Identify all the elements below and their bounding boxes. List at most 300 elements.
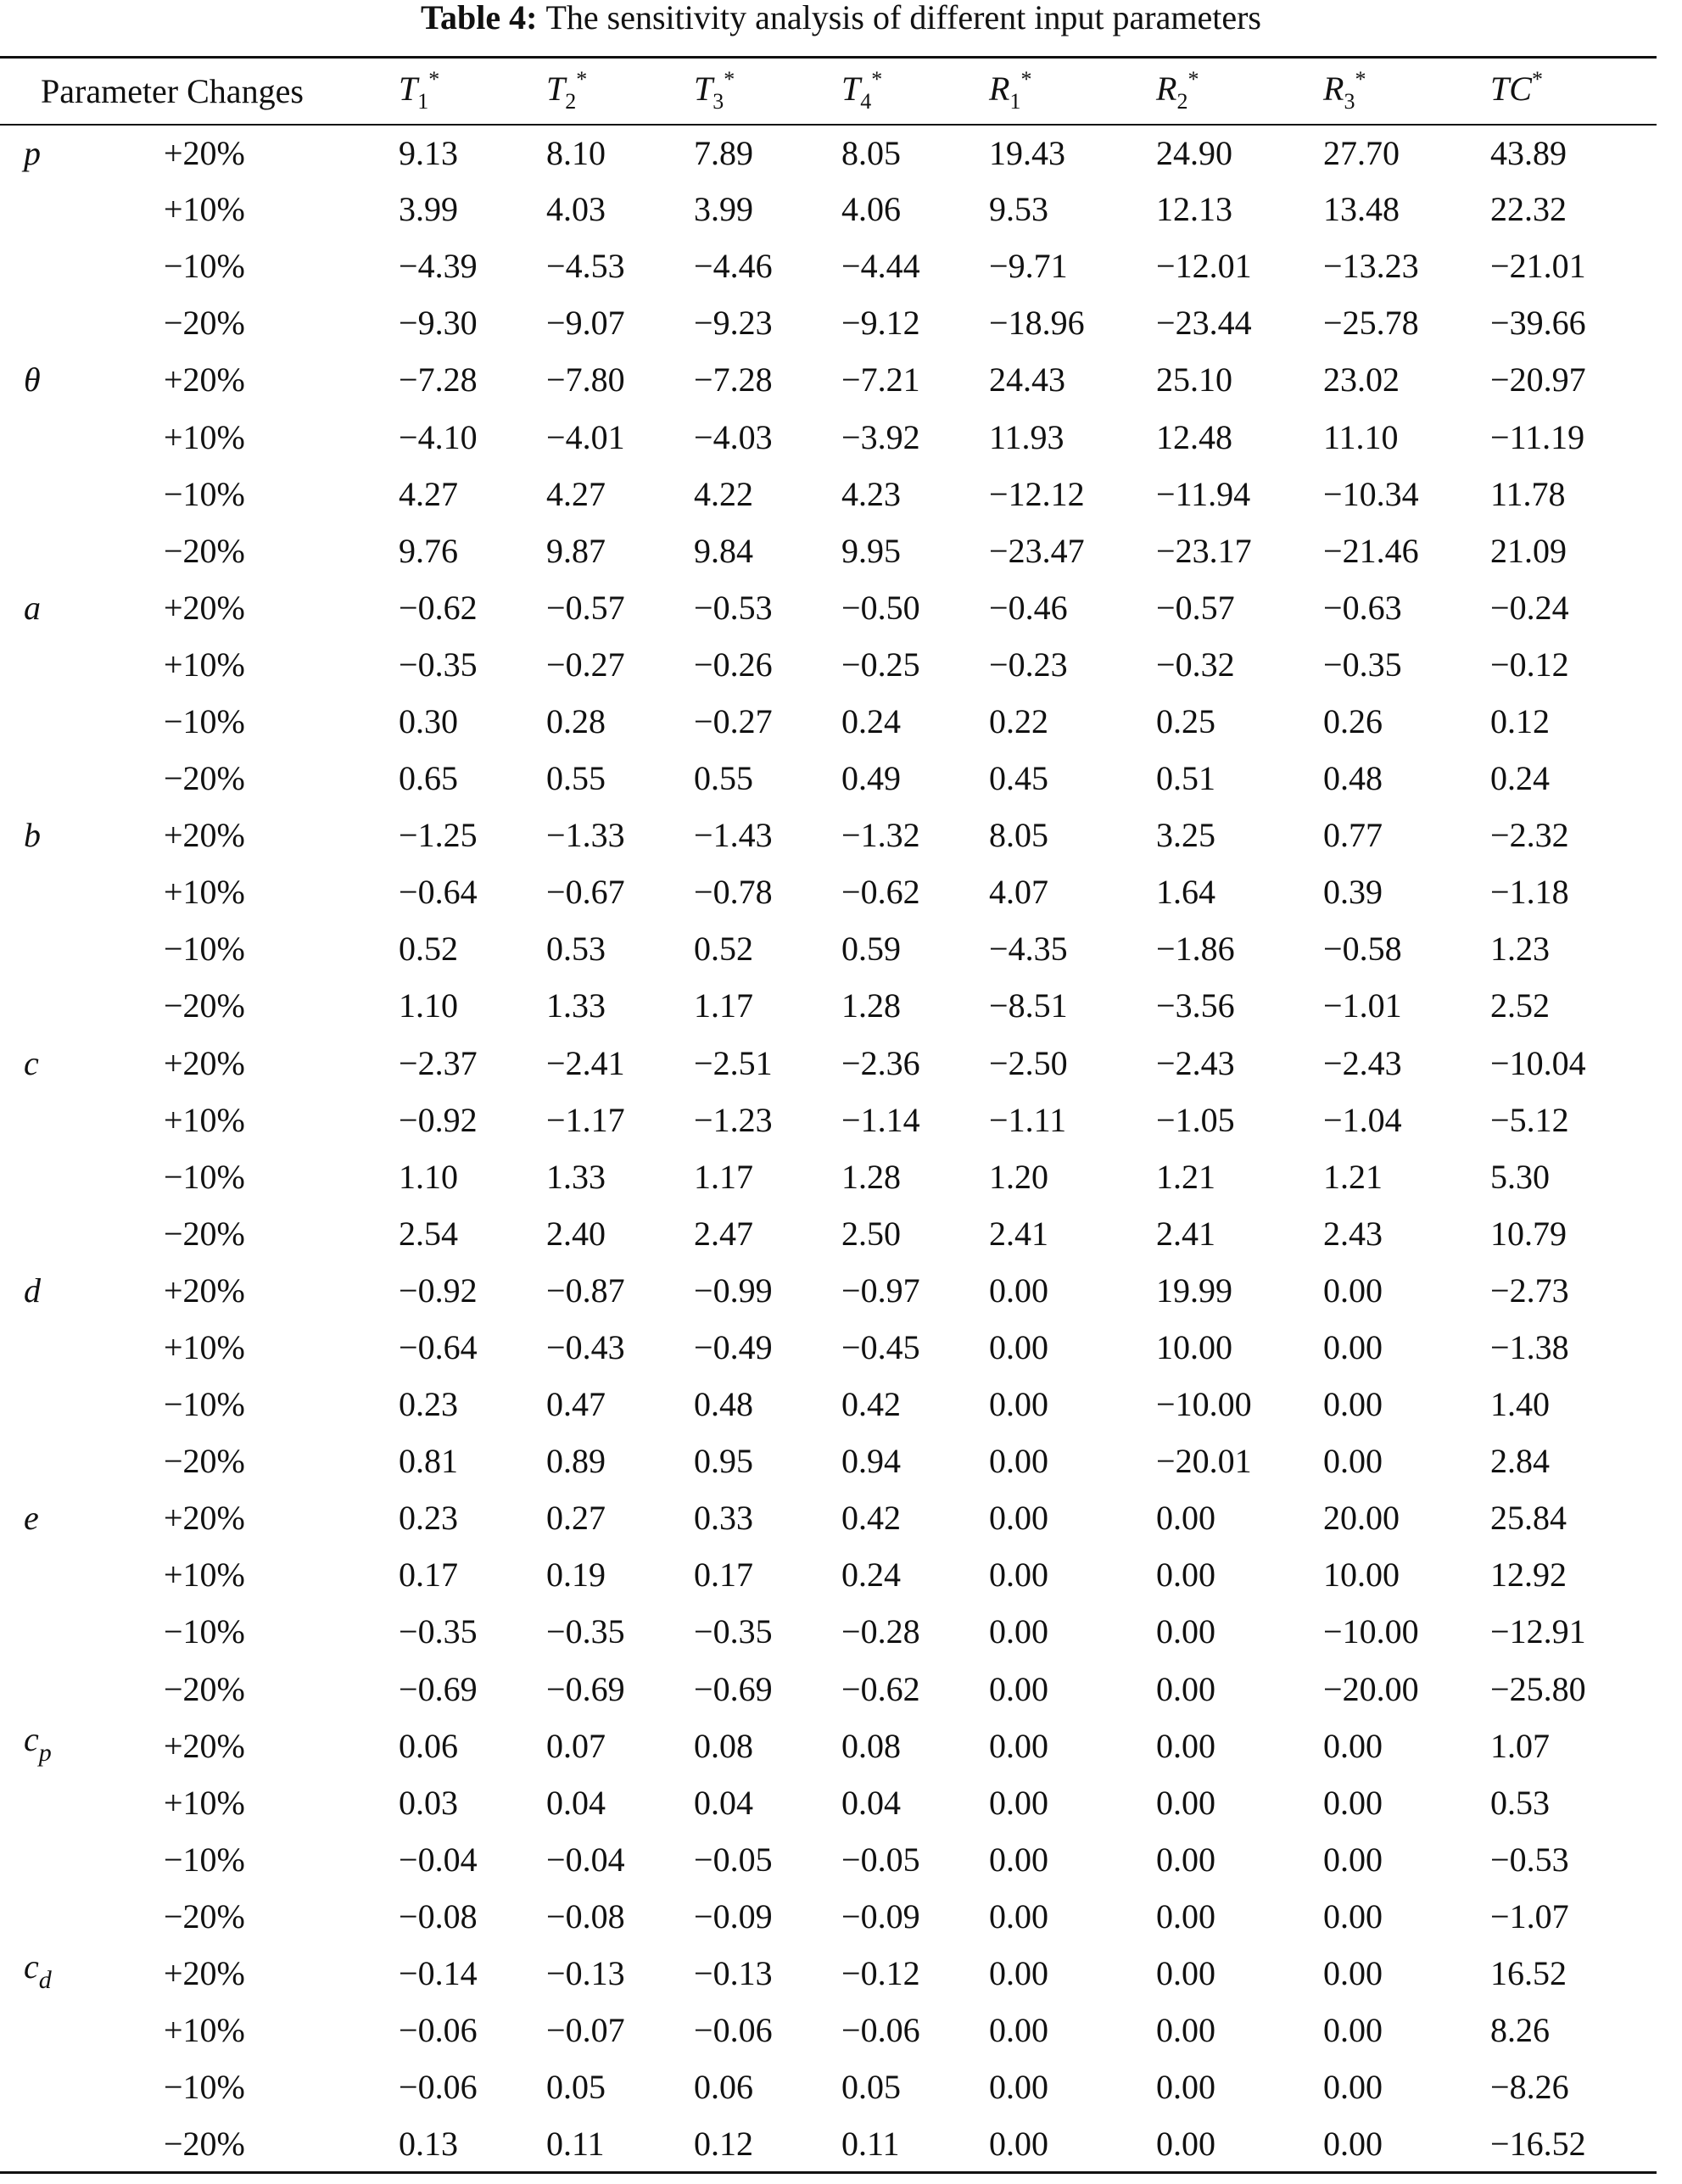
value-cell: −18.96 <box>989 304 1085 343</box>
header-col-base: T <box>694 70 713 109</box>
value-cell: −1.07 <box>1490 1896 1569 1935</box>
change-cell: −20% <box>164 304 245 343</box>
change-cell: −20% <box>164 759 245 798</box>
header-col-base: T <box>841 70 861 109</box>
value-cell: −0.35 <box>399 645 478 684</box>
value-cell: −16.52 <box>1490 2116 1657 2173</box>
caption-label: Table 4: <box>421 0 538 36</box>
table-row <box>0 1774 1657 1831</box>
change-cell: +20% <box>164 1954 245 1993</box>
value-cell: 4.27 <box>546 474 606 513</box>
value-cell: 0.13 <box>399 2116 546 2173</box>
table-row <box>0 125 1657 182</box>
parameter-cell <box>0 1490 164 1547</box>
value-cell: −0.27 <box>694 701 773 740</box>
value-cell: −0.06 <box>841 2011 920 2050</box>
value-cell: 12.13 <box>1156 190 1233 229</box>
table-row <box>0 1433 1657 1490</box>
parameter-cell <box>0 1888 164 1945</box>
header-col-sup: * <box>1187 67 1199 92</box>
value-cell: −0.46 <box>989 588 1068 627</box>
parameter-cell <box>0 978 164 1035</box>
value-cell: −7.28 <box>694 360 773 399</box>
value-cell: −0.08 <box>546 1896 625 1935</box>
value-cell: 9.87 <box>546 531 606 570</box>
parameter-cell <box>0 1205 164 1262</box>
value-cell: −0.35 <box>1323 645 1402 684</box>
parameter-cell <box>0 522 164 579</box>
header-col-sup: * <box>428 67 440 92</box>
header-col-base: R <box>989 70 1010 109</box>
value-cell: −7.28 <box>399 360 478 399</box>
table-row <box>0 2116 1657 2173</box>
value-cell: 0.00 <box>1156 1840 1216 1879</box>
value-cell: −4.39 <box>399 247 478 286</box>
value-cell: −25.80 <box>1490 1669 1586 1708</box>
change-cell: −10% <box>164 474 245 513</box>
parameter-cell <box>0 693 164 750</box>
change-cell: −20% <box>164 1669 245 1708</box>
parameter-cell <box>0 2059 164 2116</box>
value-cell: −1.32 <box>841 816 920 855</box>
value-cell: 0.49 <box>841 759 902 798</box>
value-cell: −0.92 <box>399 1100 478 1139</box>
value-cell: −20.97 <box>1490 360 1586 399</box>
parameter-cell <box>0 352 164 409</box>
value-cell: 1.33 <box>546 986 606 1025</box>
value-cell: 0.95 <box>694 1442 754 1481</box>
value-cell: −2.51 <box>694 1043 773 1082</box>
value-cell: −8.51 <box>989 986 1068 1025</box>
value-cell: 12.92 <box>1490 1556 1567 1595</box>
value-cell: 0.00 <box>1323 1783 1383 1822</box>
change-cell: +20% <box>164 1043 245 1082</box>
value-cell: −2.73 <box>1490 1271 1569 1310</box>
value-cell: 2.52 <box>1490 986 1551 1025</box>
value-cell: −3.56 <box>1156 986 1235 1025</box>
value-cell: −1.05 <box>1156 1100 1235 1139</box>
value-cell: −10.00 <box>1323 1612 1419 1651</box>
value-cell: 0.05 <box>841 2068 902 2107</box>
value-cell: 0.00 <box>989 1669 1049 1708</box>
table-row <box>0 295 1657 352</box>
value-cell: −9.30 <box>399 304 478 343</box>
value-cell: 0.23 <box>399 1499 459 1538</box>
table-row <box>0 1547 1657 1604</box>
change-cell: −20% <box>164 2116 399 2173</box>
value-cell: −5.12 <box>1490 1100 1569 1139</box>
change-cell: +20% <box>164 1499 245 1538</box>
value-cell: −1.04 <box>1323 1100 1402 1139</box>
value-cell: −20.00 <box>1323 1669 1419 1708</box>
value-cell: 0.33 <box>694 1499 754 1538</box>
value-cell: 0.11 <box>841 2116 989 2173</box>
value-cell: 5.30 <box>1490 1157 1551 1196</box>
value-cell: 2.47 <box>694 1214 754 1253</box>
value-cell: 0.39 <box>1323 873 1383 912</box>
value-cell: −0.78 <box>694 873 773 912</box>
value-cell: 0.00 <box>1323 1954 1383 1993</box>
table-row <box>0 2059 1657 2116</box>
value-cell: −0.14 <box>399 1954 478 1993</box>
value-cell: 0.48 <box>1323 759 1383 798</box>
value-cell: −0.62 <box>841 1669 920 1708</box>
value-cell: 11.10 <box>1323 417 1399 456</box>
value-cell: 1.10 <box>399 1157 459 1196</box>
value-cell: −1.33 <box>546 816 625 855</box>
header-col-sup: * <box>724 67 735 92</box>
parameter-cell <box>0 1547 164 1604</box>
value-cell: −39.66 <box>1490 304 1586 343</box>
value-cell: 0.24 <box>1490 759 1551 798</box>
value-cell: 3.25 <box>1156 816 1216 855</box>
parameter-cell <box>0 1433 164 1490</box>
value-cell: −0.50 <box>841 588 920 627</box>
value-cell: −12.01 <box>1156 247 1252 286</box>
value-cell: 0.00 <box>1156 1954 1216 1993</box>
value-cell: −0.97 <box>841 1271 920 1310</box>
parameter-cell <box>0 1035 164 1092</box>
value-cell: −23.17 <box>1156 531 1252 570</box>
value-cell: −0.63 <box>1323 588 1402 627</box>
table-row <box>0 921 1657 978</box>
table-row <box>0 1831 1657 1888</box>
value-cell: 0.00 <box>989 1783 1049 1822</box>
value-cell: 4.23 <box>841 474 902 513</box>
value-cell: −0.87 <box>546 1271 625 1310</box>
table-row <box>0 579 1657 636</box>
value-cell: 0.00 <box>1323 1726 1383 1765</box>
value-cell: −0.35 <box>546 1612 625 1651</box>
change-cell: +20% <box>164 1271 245 1310</box>
table-row <box>0 466 1657 522</box>
header-col-sub: 3 <box>1344 89 1355 115</box>
value-cell: 0.23 <box>399 1385 459 1424</box>
value-cell: 0.25 <box>1156 701 1216 740</box>
header-col-base: R <box>1156 70 1177 109</box>
header-col-base: T <box>546 70 566 109</box>
value-cell: 0.03 <box>399 1783 459 1822</box>
value-cell: −10.04 <box>1490 1043 1586 1082</box>
value-cell: −2.41 <box>546 1043 625 1082</box>
value-cell: −0.49 <box>694 1328 773 1367</box>
table-row <box>0 1888 1657 1945</box>
value-cell: 13.48 <box>1323 190 1400 229</box>
parameter-cell <box>0 182 164 238</box>
value-cell: −0.57 <box>1156 588 1235 627</box>
value-cell: −12.91 <box>1490 1612 1586 1651</box>
value-cell: 0.59 <box>841 930 902 969</box>
value-cell: −1.01 <box>1323 986 1402 1025</box>
change-cell: +10% <box>164 417 245 456</box>
value-cell: 9.95 <box>841 531 902 570</box>
table-row <box>0 1946 1657 2002</box>
header-col <box>1156 58 1323 125</box>
value-cell: −1.18 <box>1490 873 1569 912</box>
value-cell: −10.34 <box>1323 474 1419 513</box>
table-row <box>0 1319 1657 1376</box>
value-cell: 0.00 <box>1323 1896 1383 1935</box>
value-cell: 8.26 <box>1490 2011 1551 2050</box>
value-cell: −0.13 <box>546 1954 625 1993</box>
parameter-subscript: p <box>38 1738 52 1767</box>
change-cell: −10% <box>164 1612 245 1651</box>
change-cell: +10% <box>164 1328 245 1367</box>
change-cell: −10% <box>164 1840 245 1879</box>
value-cell: 0.00 <box>1156 2116 1323 2173</box>
parameter-cell <box>0 2002 164 2059</box>
value-cell: −2.32 <box>1490 816 1569 855</box>
parameter-cell <box>0 1831 164 1888</box>
value-cell: 0.00 <box>989 1726 1049 1765</box>
value-cell: 0.81 <box>399 1442 459 1481</box>
parameter-symbol: e <box>24 1499 39 1538</box>
value-cell: −4.46 <box>694 247 773 286</box>
value-cell: −20.01 <box>1156 1442 1252 1481</box>
value-cell: −1.23 <box>694 1100 773 1139</box>
value-cell: −0.35 <box>399 1612 478 1651</box>
value-cell: 0.27 <box>546 1499 606 1538</box>
value-cell: 1.28 <box>841 986 902 1025</box>
value-cell: −23.47 <box>989 531 1085 570</box>
parameter-cell <box>0 1718 164 1774</box>
value-cell: 1.17 <box>694 1157 754 1196</box>
value-cell: −4.01 <box>546 417 625 456</box>
value-cell: −0.13 <box>694 1954 773 1993</box>
parameter-cell <box>0 1148 164 1205</box>
change-cell: −20% <box>164 1214 245 1253</box>
table-row <box>0 978 1657 1035</box>
value-cell: −0.04 <box>399 1840 478 1879</box>
value-cell: −0.08 <box>399 1896 478 1935</box>
table-row <box>0 1377 1657 1433</box>
value-cell: 1.20 <box>989 1157 1049 1196</box>
caption-text: The sensitivity analysis of different input parameters <box>545 0 1261 36</box>
value-cell: 0.00 <box>1323 1328 1383 1367</box>
table-row <box>0 1604 1657 1661</box>
parameter-cell <box>0 1092 164 1148</box>
parameter-cell <box>0 921 164 978</box>
value-cell: 9.84 <box>694 531 754 570</box>
header-row <box>0 58 1657 125</box>
value-cell: 8.05 <box>989 816 1049 855</box>
parameter-cell <box>0 1774 164 1831</box>
value-cell: −2.43 <box>1323 1043 1402 1082</box>
sensitivity-table <box>0 56 1657 2174</box>
value-cell: 10.79 <box>1490 1214 1567 1253</box>
header-col <box>1490 58 1657 125</box>
value-cell: 0.52 <box>399 930 459 969</box>
value-cell: −4.10 <box>399 417 478 456</box>
parameter-symbol: d <box>24 1271 41 1310</box>
parameter-subscript: d <box>38 1966 52 1995</box>
value-cell: 1.33 <box>546 1157 606 1196</box>
value-cell: 2.54 <box>399 1214 459 1253</box>
parameter-cell <box>0 238 164 295</box>
value-cell: 0.00 <box>1156 2068 1216 2107</box>
header-col <box>989 58 1156 125</box>
value-cell: −1.11 <box>989 1100 1067 1139</box>
value-cell: 0.00 <box>989 2011 1049 2050</box>
change-cell: +10% <box>164 645 245 684</box>
value-cell: −2.37 <box>399 1043 478 1082</box>
value-cell: 0.24 <box>841 701 902 740</box>
value-cell: 0.30 <box>399 701 459 740</box>
value-cell: −11.19 <box>1490 417 1585 456</box>
table-row <box>0 352 1657 409</box>
header-col <box>1323 58 1490 125</box>
table-row <box>0 807 1657 864</box>
value-cell: 11.78 <box>1490 474 1566 513</box>
value-cell: −0.05 <box>694 1840 773 1879</box>
value-cell: −0.92 <box>399 1271 478 1310</box>
value-cell: −0.27 <box>546 645 625 684</box>
change-cell: +20% <box>164 816 245 855</box>
value-cell: 0.94 <box>841 1442 902 1481</box>
header-col-base: T <box>399 70 418 109</box>
value-cell: 24.90 <box>1156 133 1233 172</box>
value-cell: 0.00 <box>989 1328 1049 1367</box>
parameter-cell <box>0 295 164 352</box>
change-cell: +10% <box>164 2011 245 2050</box>
change-cell: +10% <box>164 1783 245 1822</box>
value-cell: 25.10 <box>1156 360 1233 399</box>
value-cell: −1.38 <box>1490 1328 1569 1367</box>
header-col-sup: * <box>1355 67 1366 92</box>
value-cell: 0.00 <box>989 2116 1156 2173</box>
value-cell: −23.44 <box>1156 304 1252 343</box>
value-cell: −0.23 <box>989 645 1068 684</box>
change-cell: +10% <box>164 1100 245 1139</box>
value-cell: 0.07 <box>546 1726 606 1765</box>
value-cell: 19.43 <box>989 133 1066 172</box>
parameter-symbol: c <box>24 1719 39 1758</box>
value-cell: 0.00 <box>1156 1896 1216 1935</box>
value-cell: 8.10 <box>546 133 606 172</box>
parameter-cell <box>0 807 164 864</box>
parameter-cell <box>0 125 164 182</box>
value-cell: 1.28 <box>841 1157 902 1196</box>
value-cell: 0.08 <box>694 1726 754 1765</box>
parameter-cell <box>0 751 164 807</box>
value-cell: 12.48 <box>1156 417 1233 456</box>
value-cell: 0.00 <box>1323 2011 1383 2050</box>
value-cell: 0.00 <box>1156 1726 1216 1765</box>
header-col-sub: 2 <box>1176 89 1188 115</box>
value-cell: 0.17 <box>399 1556 459 1595</box>
value-cell: −4.03 <box>694 417 773 456</box>
value-cell: 9.13 <box>399 133 459 172</box>
header-col-sup: * <box>576 67 588 92</box>
change-cell: −20% <box>164 1896 245 1935</box>
value-cell: 0.00 <box>1156 1556 1216 1595</box>
table-row <box>0 1490 1657 1547</box>
value-cell: 0.00 <box>1323 2068 1383 2107</box>
header-col-sub: 4 <box>860 89 872 115</box>
value-cell: 0.47 <box>546 1385 606 1424</box>
value-cell: 0.22 <box>989 701 1049 740</box>
change-cell: −10% <box>164 930 245 969</box>
value-cell: −0.69 <box>546 1669 625 1708</box>
value-cell: 0.26 <box>1323 701 1383 740</box>
change-cell: −10% <box>164 247 245 286</box>
table-row <box>0 238 1657 295</box>
value-cell: 0.00 <box>989 1840 1049 1879</box>
parameter-cell <box>0 466 164 522</box>
header-col <box>694 58 841 125</box>
value-cell: −0.62 <box>841 873 920 912</box>
value-cell: 0.00 <box>1156 2011 1216 2050</box>
value-cell: −2.43 <box>1156 1043 1235 1082</box>
value-cell: 0.00 <box>1323 1442 1383 1481</box>
value-cell: 0.00 <box>989 1442 1049 1481</box>
value-cell: 0.00 <box>1156 1499 1216 1538</box>
parameter-cell <box>0 1661 164 1718</box>
header-col-sup: * <box>871 67 883 92</box>
value-cell: 19.99 <box>1156 1271 1233 1310</box>
value-cell: 0.06 <box>399 1726 459 1765</box>
parameter-cell <box>0 579 164 636</box>
header-col-sup: * <box>1531 67 1543 92</box>
value-cell: 0.00 <box>1323 1271 1383 1310</box>
value-cell: 0.00 <box>1323 1385 1383 1424</box>
parameter-cell <box>0 636 164 693</box>
value-cell: −0.43 <box>546 1328 625 1367</box>
change-cell: +10% <box>164 190 245 229</box>
value-cell: 0.48 <box>694 1385 754 1424</box>
change-cell: +10% <box>164 873 245 912</box>
value-cell: −0.26 <box>694 645 773 684</box>
value-cell: −1.17 <box>546 1100 625 1139</box>
value-cell: 0.00 <box>1323 2116 1490 2173</box>
parameter-cell <box>0 1319 164 1376</box>
table-row <box>0 1718 1657 1774</box>
value-cell: −0.45 <box>841 1328 920 1367</box>
value-cell: 0.00 <box>989 1612 1049 1651</box>
change-cell: −10% <box>164 701 245 740</box>
value-cell: 2.41 <box>1156 1214 1216 1253</box>
value-cell: 0.52 <box>694 930 754 969</box>
value-cell: 0.77 <box>1323 816 1383 855</box>
value-cell: 16.52 <box>1490 1954 1567 1993</box>
value-cell: −2.36 <box>841 1043 920 1082</box>
value-cell: −7.80 <box>546 360 625 399</box>
value-cell: 1.64 <box>1156 873 1216 912</box>
value-cell: 9.53 <box>989 190 1049 229</box>
value-cell: 27.70 <box>1323 133 1400 172</box>
value-cell: −0.32 <box>1156 645 1235 684</box>
value-cell: −0.35 <box>694 1612 773 1651</box>
value-cell: 4.03 <box>546 190 606 229</box>
table-row <box>0 693 1657 750</box>
value-cell: −3.92 <box>841 417 920 456</box>
value-cell: 0.12 <box>694 2116 841 2173</box>
value-cell: 1.10 <box>399 986 459 1025</box>
header-col-sup: * <box>1020 67 1032 92</box>
table-row <box>0 522 1657 579</box>
value-cell: 3.99 <box>694 190 754 229</box>
value-cell: 1.21 <box>1156 1157 1216 1196</box>
value-cell: 0.42 <box>841 1499 902 1538</box>
parameter-cell <box>0 409 164 466</box>
parameter-cell <box>0 1946 164 2002</box>
value-cell: 0.51 <box>1156 759 1216 798</box>
value-cell: 0.00 <box>1156 1612 1216 1651</box>
value-cell: 2.50 <box>841 1214 902 1253</box>
table-row <box>0 1035 1657 1092</box>
value-cell: 0.04 <box>546 1783 606 1822</box>
value-cell: −4.44 <box>841 247 920 286</box>
